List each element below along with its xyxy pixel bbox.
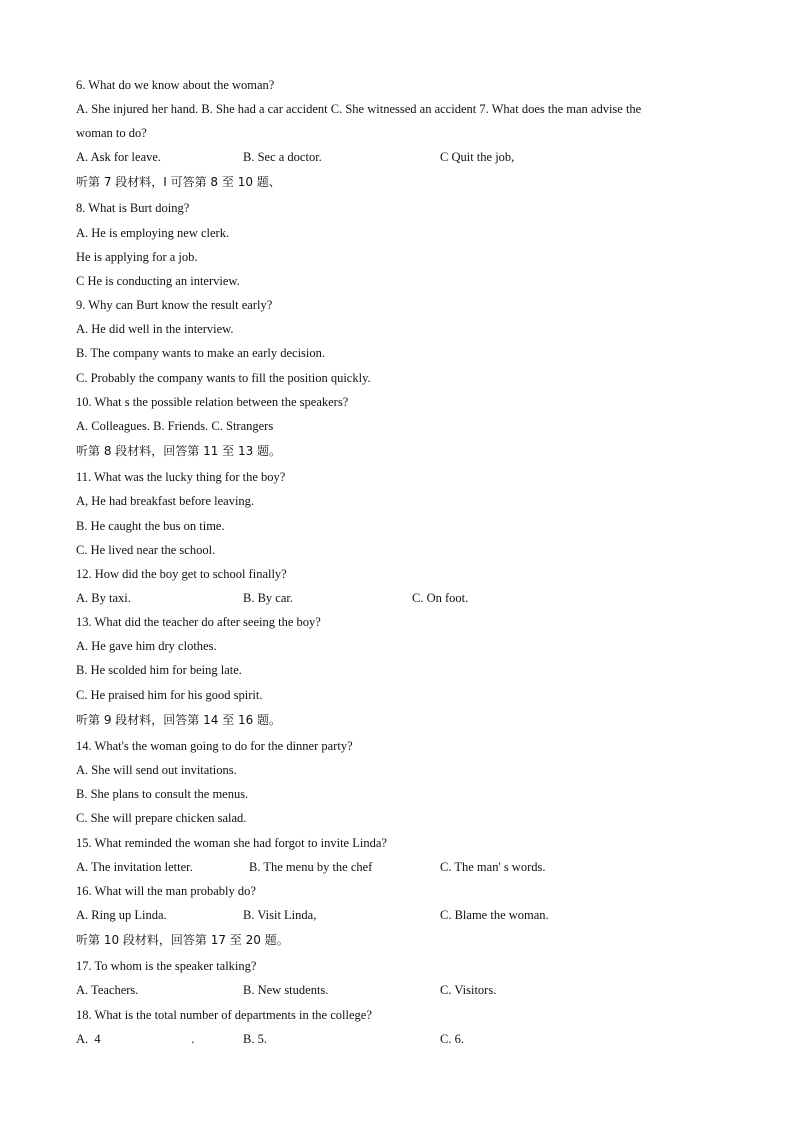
- question-9-option-a: A. He did well in the interview.: [76, 322, 234, 336]
- question-13-option-b: B. He scolded him for being late.: [76, 663, 242, 677]
- question-8-option-a: A. He is employing new clerk.: [76, 226, 230, 240]
- question-16: 16. What will the man probably do?: [76, 884, 256, 898]
- question-11-option-c: C. He lived near the school.: [76, 543, 216, 557]
- question-14-option-c: C. She will prepare chicken salad.: [76, 811, 247, 825]
- question-12: 12. How did the boy get to school finally?: [76, 567, 287, 581]
- question-12-option-a: A. By taxi.: [76, 591, 131, 605]
- question-9: 9. Why can Burt know the result early?: [76, 298, 273, 312]
- question-7-option-c: C Quit the job,: [440, 150, 515, 164]
- question-7-option-a: A. Ask for leave.: [76, 150, 162, 164]
- question-14-option-a: A. She will send out invitations.: [76, 763, 237, 777]
- question-9-option-c: C. Probably the company wants to fill the position quickly.: [76, 371, 371, 385]
- question-13-option-a: A. He gave him dry clothes.: [76, 639, 217, 653]
- question-15-option-b: B. The menu by the chef: [249, 860, 373, 874]
- question-17-option-b: B. New students.: [243, 983, 329, 997]
- section-heading-7: 听第 7 段材料，I 可答第 8 至 10 题、: [76, 175, 281, 189]
- section-heading-10: 听第 10 段材料，回答第 17 至 20 题。: [76, 933, 289, 947]
- question-16-option-c: C. Blame the woman.: [440, 908, 549, 922]
- question-15-option-c: C. The man' s words.: [440, 860, 546, 874]
- question-9-option-b: B. The company wants to make an early decision.: [76, 346, 326, 360]
- question-8-option-c: C He is conducting an interview.: [76, 274, 240, 288]
- question-17: 17. To whom is the speaker talking?: [76, 959, 257, 973]
- question-18-option-c: C. 6.: [440, 1032, 464, 1046]
- question-14: 14. What's the woman going to do for the dinner party?: [76, 739, 353, 753]
- question-13: 13. What did the teacher do after seeing the boy?: [76, 615, 321, 629]
- question-6-options: A. She injured her hand. B. She had a car accident C. She witnessed an accident 7. What does the man advise the: [76, 102, 642, 116]
- question-12-option-b: B. By car.: [243, 591, 293, 605]
- question-11-option-a: A, He had breakfast before leaving.: [76, 494, 255, 508]
- question-14-option-b: B. She plans to consult the menus.: [76, 787, 249, 801]
- question-11-option-b: B. He caught the bus on time.: [76, 519, 225, 533]
- question-13-option-c: C. He praised him for his good spirit.: [76, 688, 263, 702]
- question-11: 11. What was the lucky thing for the boy?: [76, 470, 286, 484]
- question-10-options: A. Colleagues. B. Friends. C. Strangers: [76, 419, 274, 433]
- question-18-option-b: B. 5.: [243, 1032, 267, 1046]
- question-10: 10. What s the possible relation between the speakers?: [76, 395, 349, 409]
- question-7-continuation: woman to do?: [76, 126, 147, 140]
- question-17-option-a: A. Teachers.: [76, 983, 139, 997]
- question-8: 8. What is Burt doing?: [76, 201, 190, 215]
- question-18-option-a: A. 4 .: [76, 1032, 195, 1046]
- question-6: 6. What do we know about the woman?: [76, 78, 275, 92]
- question-16-option-a: A. Ring up Linda.: [76, 908, 167, 922]
- question-18: 18. What is the total number of departments in the college?: [76, 1008, 372, 1022]
- question-12-option-c: C. On foot.: [412, 591, 469, 605]
- question-15: 15. What reminded the woman she had forgot to invite Linda?: [76, 836, 387, 850]
- question-7-option-b: B. Sec a doctor.: [243, 150, 322, 164]
- section-heading-8: 听第 8 段材料，回答第 11 至 13 题。: [76, 444, 282, 458]
- question-8-option-b: He is applying for a job.: [76, 250, 198, 264]
- question-17-option-c: C. Visitors.: [440, 983, 497, 997]
- question-16-option-b: B. Visit Linda,: [243, 908, 317, 922]
- question-15-option-a: A. The invitation letter.: [76, 860, 193, 874]
- section-heading-9: 听第 9 段材料，回答第 14 至 16 题。: [76, 713, 282, 727]
